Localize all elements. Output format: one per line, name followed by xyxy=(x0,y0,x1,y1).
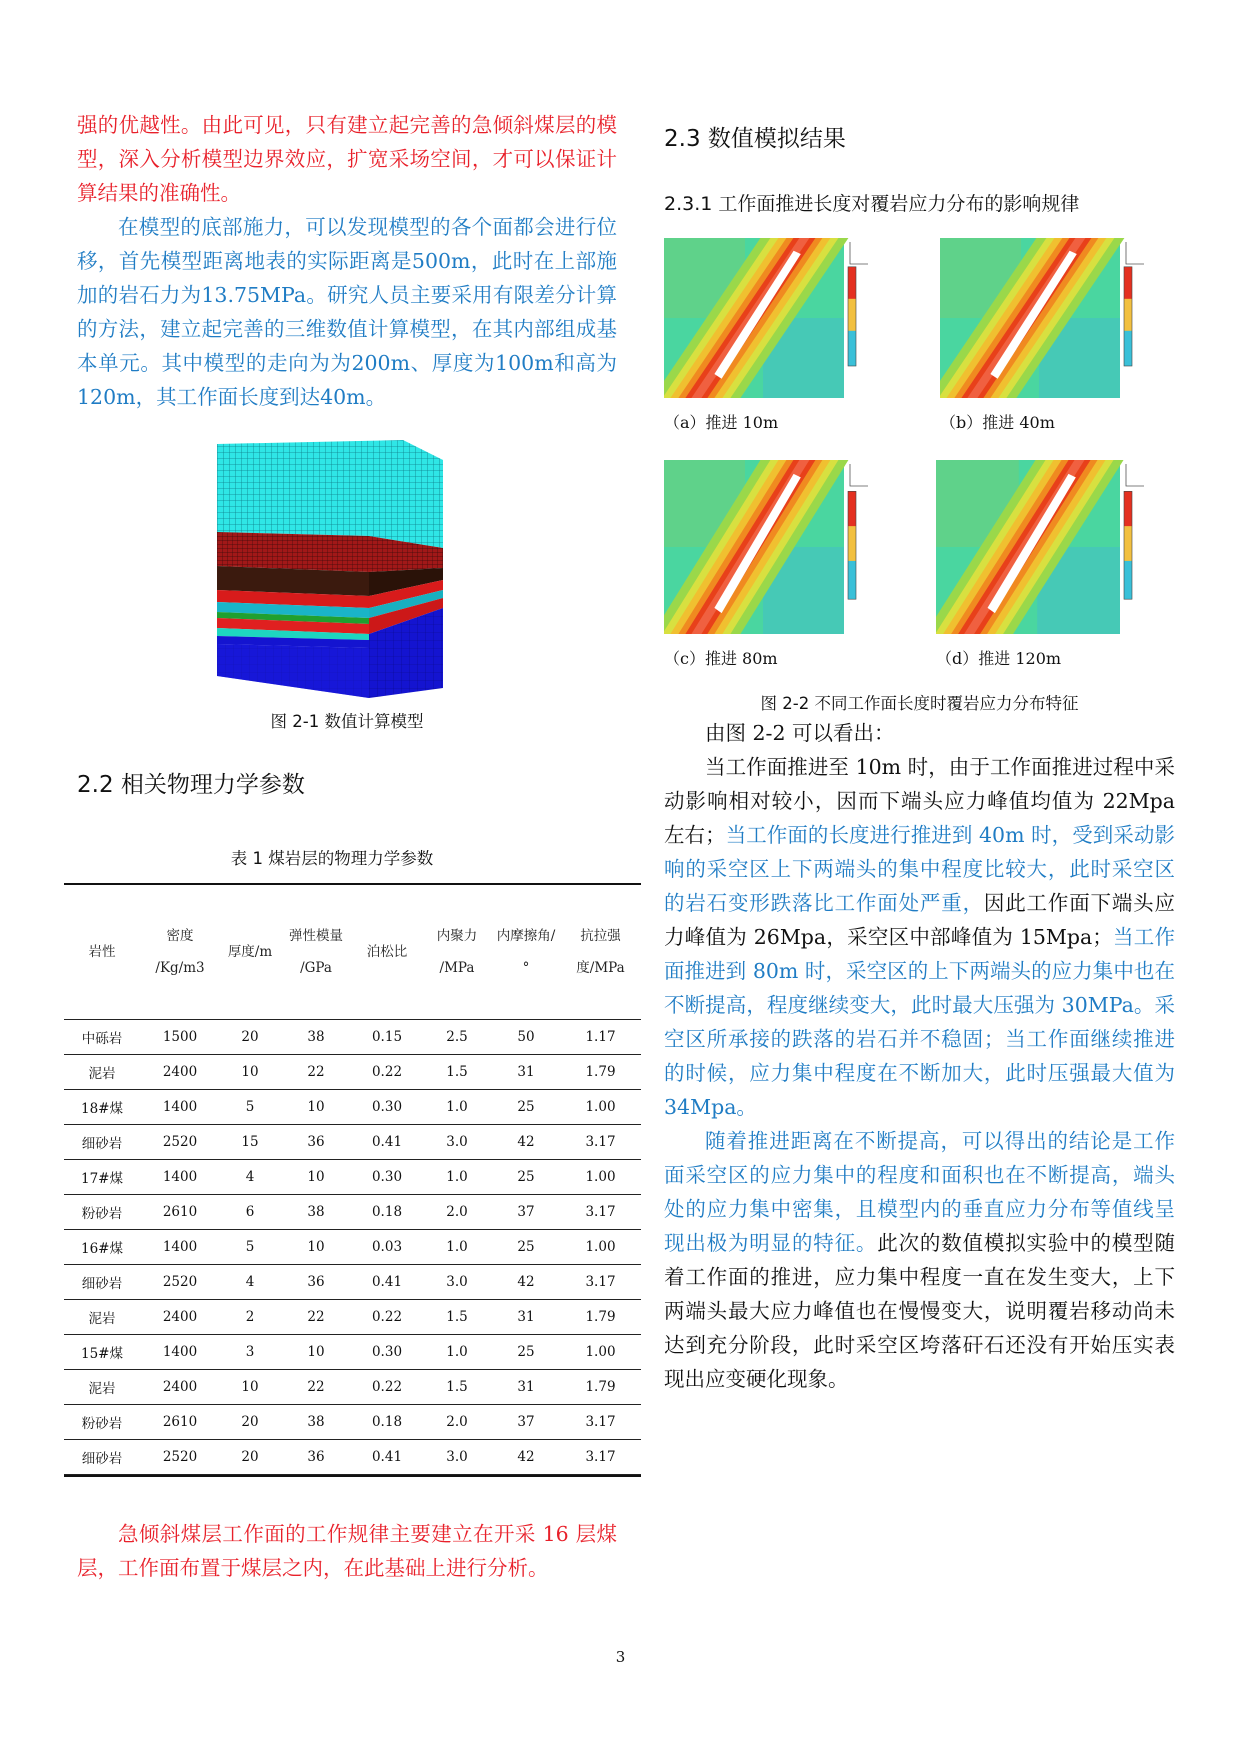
text-span: 和高为 xyxy=(553,351,618,375)
left-column xyxy=(77,108,625,1585)
figure-2-1-caption: 图 2-1 数值计算模型 xyxy=(270,712,424,731)
table-cell: 4 xyxy=(220,1264,280,1299)
header-friction-angle: 内摩擦角/° xyxy=(492,885,560,1019)
text-span: ，此时在上部施加的岩石力为 xyxy=(77,249,618,307)
table-cell: 2520 xyxy=(140,1124,220,1159)
text-span: 随着推进距离在不断提高，可以得出的结论是工作面采空区的应力集中的程度和面积也在不断提高，端头处的应力集中密集，且模型内的垂直应力分布等值线呈现出极为明显的特征。 xyxy=(664,1129,1175,1255)
text-span: 因此工作面下端头应力峰值为 26Mpa，采空区中部峰值为 15Mpa； xyxy=(664,891,1175,949)
text-span: 。研究人员主要采用有限差分计算的方法，建立起完善的三维数值计算模型，在其内部组成基本单元。其中模型的走向为为 xyxy=(77,283,618,375)
table-cell: 1.17 xyxy=(560,1019,641,1054)
table-cell: 细砂岩 xyxy=(64,1264,140,1299)
table-cell: 1.0 xyxy=(422,1334,492,1369)
table-cell: 1.79 xyxy=(560,1054,641,1089)
table-cell: 1.5 xyxy=(422,1054,492,1089)
contour-d-graphic xyxy=(936,460,1146,634)
section-2-3-1-heading: 2.3.1 工作面推进长度对覆岩应力分布的影响规律 xyxy=(664,193,1080,215)
figure-2-2-caption: 图 2-2 不同工作面长度时覆岩应力分布特征 xyxy=(760,694,1079,713)
table-cell: 31 xyxy=(492,1299,560,1334)
table-cell: 0.15 xyxy=(352,1019,422,1054)
section-2-3-heading: 2.3 数值模拟结果 xyxy=(664,126,846,152)
table-cell: 0.03 xyxy=(352,1229,422,1264)
table-row xyxy=(64,1404,641,1439)
subcaption-d: （d）推进 120m xyxy=(936,649,1062,668)
physical-parameters-table xyxy=(64,885,641,1475)
table-row xyxy=(64,1299,641,1334)
table-cell: 0.30 xyxy=(352,1159,422,1194)
right-column xyxy=(664,108,1175,1396)
header-thickness: 厚度/m xyxy=(220,885,280,1019)
table-cell: 细砂岩 xyxy=(64,1124,140,1159)
table-cell: 4 xyxy=(220,1159,280,1194)
table-cell: 0.22 xyxy=(352,1054,422,1089)
table-cell: 31 xyxy=(492,1369,560,1404)
table-cell: 3.17 xyxy=(560,1439,641,1474)
contour-plot-a xyxy=(664,238,870,402)
table-cell: 3.17 xyxy=(560,1194,641,1229)
table-cell: 细砂岩 xyxy=(64,1439,140,1474)
table-cell: 36 xyxy=(280,1439,352,1474)
text-span: 。 xyxy=(365,385,387,409)
table-row xyxy=(64,1334,641,1369)
text-span: 当工作面的长度进行推进到 40m 时，受到采动影响的采空区上下两端头的集中程度比较大，此时采空区的岩石变形跌落比工作面处严重， xyxy=(664,823,1175,915)
table-cell: 0.18 xyxy=(352,1194,422,1229)
table-cell: 1.0 xyxy=(422,1159,492,1194)
table-cell: 2.0 xyxy=(422,1194,492,1229)
table-cell: 25 xyxy=(492,1334,560,1369)
table-cell: 50 xyxy=(492,1019,560,1054)
table-cell: 25 xyxy=(492,1229,560,1264)
table-row xyxy=(64,1054,641,1089)
subcaption-c: （c）推进 80m xyxy=(664,649,778,668)
text-span: 、厚度为 xyxy=(410,351,496,375)
paragraph-stress-evolution xyxy=(664,750,1175,1124)
table-cell: 16#煤 xyxy=(64,1229,140,1264)
table-cell: 38 xyxy=(280,1019,352,1054)
table-cell: 2400 xyxy=(140,1299,220,1334)
table-cell: 2.0 xyxy=(422,1404,492,1439)
table-row xyxy=(64,1229,641,1264)
header-cohesion: 内聚力 /MPa xyxy=(422,885,492,1019)
table-cell: 0.30 xyxy=(352,1334,422,1369)
table-cell: 18#煤 xyxy=(64,1089,140,1124)
table-row xyxy=(64,1264,641,1299)
text-span: 当工作面推进到 80m 时，采空区的上下两端头的应力集中也在不断提高，程度继续变大，此时最大压强为 30MPa。 xyxy=(664,925,1176,1017)
table-cell: 15#煤 xyxy=(64,1334,140,1369)
table-cell: 3.17 xyxy=(560,1124,641,1159)
text-span: 40m xyxy=(320,385,366,409)
table-cell: 0.18 xyxy=(352,1404,422,1439)
contour-a-graphic xyxy=(664,238,870,398)
table-cell: 1.5 xyxy=(422,1369,492,1404)
table-cell: 20 xyxy=(220,1019,280,1054)
text-span: 此次的数值模拟实验中的模型随着工作面的推进，应力集中程度一直在发生变大，上下两端头最大应力峰值也在慢慢变大，说明覆岩移动尚未达到充分阶段，此时采空区垮落矸石还没有开始压实表现出应变硬化现象。 xyxy=(664,1231,1176,1391)
subcaption-b: （b）推进 40m xyxy=(940,413,1055,432)
table-cell: 3.0 xyxy=(422,1124,492,1159)
table-cell: 2 xyxy=(220,1299,280,1334)
table-row xyxy=(64,1089,641,1124)
table-cell: 38 xyxy=(280,1194,352,1229)
table-cell: 3.0 xyxy=(422,1439,492,1474)
text-span: 200m xyxy=(351,351,411,375)
table-cell: 1500 xyxy=(140,1019,220,1054)
table-cell: 中砾岩 xyxy=(64,1019,140,1054)
table-cell: 0.41 xyxy=(352,1124,422,1159)
text-span: 120m xyxy=(77,385,136,409)
table-cell: 1.79 xyxy=(560,1299,641,1334)
table-1-caption: 表 1 煤岩层的物理力学参数 xyxy=(230,849,434,868)
table-cell: 2400 xyxy=(140,1369,220,1404)
table-cell: 42 xyxy=(492,1264,560,1299)
table-cell: 25 xyxy=(492,1089,560,1124)
table-cell: 42 xyxy=(492,1439,560,1474)
header-rock-type: 岩性 xyxy=(64,885,140,1019)
table-cell: 1400 xyxy=(140,1159,220,1194)
table-cell: 1.79 xyxy=(560,1369,641,1404)
table-row xyxy=(64,1019,641,1054)
3d-model-graphic xyxy=(217,440,472,700)
table-cell: 1.00 xyxy=(560,1334,641,1369)
contour-b-graphic xyxy=(940,238,1146,398)
table-cell: 1.5 xyxy=(422,1299,492,1334)
contour-c-graphic xyxy=(664,460,870,634)
text-span: 500m xyxy=(411,249,471,273)
table-cell: 1.00 xyxy=(560,1229,641,1264)
paragraph-model-setup xyxy=(77,210,617,414)
table-cell: 0.22 xyxy=(352,1299,422,1334)
table-body xyxy=(64,1019,641,1474)
table-row xyxy=(64,1439,641,1474)
contour-plot-c xyxy=(664,460,870,638)
table-cell: 37 xyxy=(492,1194,560,1229)
table-cell: 1400 xyxy=(140,1089,220,1124)
table-wrapper xyxy=(64,883,641,1477)
table-header-row xyxy=(64,885,641,1019)
section-2-2-heading: 2.2 相关物理力学参数 xyxy=(77,772,305,798)
figure-3d-model xyxy=(217,440,472,700)
table-cell: 36 xyxy=(280,1124,352,1159)
table-cell: 2400 xyxy=(140,1054,220,1089)
table-cell: 2610 xyxy=(140,1404,220,1439)
table-cell: 3.17 xyxy=(560,1404,641,1439)
table-cell: 0.41 xyxy=(352,1264,422,1299)
text-span: 当工作面推进至 10m 时，由于工作面推进过程中采动影响相对较小，因而下端头应力峰值均值为 22Mpa 左右； xyxy=(664,755,1175,847)
table-cell: 10 xyxy=(280,1334,352,1369)
table-cell: 粉砂岩 xyxy=(64,1404,140,1439)
header-tensile-strength: 抗拉强度/MPa xyxy=(560,885,641,1019)
table-cell: 5 xyxy=(220,1229,280,1264)
table-cell: 1.00 xyxy=(560,1159,641,1194)
table-row xyxy=(64,1159,641,1194)
table-cell: 36 xyxy=(280,1264,352,1299)
table-cell: 2610 xyxy=(140,1194,220,1229)
table-cell: 1400 xyxy=(140,1229,220,1264)
table-cell: 22 xyxy=(280,1369,352,1404)
table-cell: 10 xyxy=(280,1089,352,1124)
text-span: 13.75MPa xyxy=(201,283,307,307)
contour-plot-b xyxy=(940,238,1146,402)
table-cell: 15 xyxy=(220,1124,280,1159)
contour-plot-d xyxy=(936,460,1146,638)
table-cell: 31 xyxy=(492,1054,560,1089)
paragraph-analysis-basis: 急倾斜煤层工作面的工作规律主要建立在开采 16 层煤层，工作面布置于煤层之内，在此基础上进行分析。 xyxy=(77,1521,617,1580)
table-cell: 1400 xyxy=(140,1334,220,1369)
table-cell: 1.00 xyxy=(560,1089,641,1124)
table-cell: 3 xyxy=(220,1334,280,1369)
table-row xyxy=(64,1369,641,1404)
table-row xyxy=(64,1124,641,1159)
header-poisson-ratio: 泊松比 xyxy=(352,885,422,1019)
table-cell: 10 xyxy=(280,1159,352,1194)
table-cell: 10 xyxy=(220,1369,280,1404)
table-cell: 0.22 xyxy=(352,1369,422,1404)
table-cell: 17#煤 xyxy=(64,1159,140,1194)
table-cell: 1.0 xyxy=(422,1229,492,1264)
table-cell: 20 xyxy=(220,1439,280,1474)
table-cell: 泥岩 xyxy=(64,1299,140,1334)
header-elastic-modulus: 弹性模量 /GPa xyxy=(280,885,352,1019)
table-cell: 20 xyxy=(220,1404,280,1439)
subcaption-a: （a）推进 10m xyxy=(664,413,779,432)
table-cell: 2520 xyxy=(140,1439,220,1474)
stress-contour-figure xyxy=(664,238,1175,684)
table-cell: 42 xyxy=(492,1124,560,1159)
paragraph-intro: 由图 2-2 可以看出： xyxy=(705,721,895,745)
table-cell: 泥岩 xyxy=(64,1054,140,1089)
table-cell: 38 xyxy=(280,1404,352,1439)
table-cell: 10 xyxy=(280,1229,352,1264)
paragraph-conclusion xyxy=(664,1124,1175,1396)
text-span: ，其工作面长度到达 xyxy=(135,385,321,409)
table-cell: 6 xyxy=(220,1194,280,1229)
table-cell: 10 xyxy=(220,1054,280,1089)
table-cell: 22 xyxy=(280,1299,352,1334)
table-cell: 1.0 xyxy=(422,1089,492,1124)
table-cell: 泥岩 xyxy=(64,1369,140,1404)
table-cell: 粉砂岩 xyxy=(64,1194,140,1229)
table-cell: 25 xyxy=(492,1159,560,1194)
header-density: 密度 /Kg/m3 xyxy=(140,885,220,1019)
text-span: 在模型的底部施力，可以发现模型的各个面都会进行位移，首先模型距离地表的实际距离是 xyxy=(77,215,617,273)
table-row xyxy=(64,1194,641,1229)
table-cell: 3.17 xyxy=(560,1264,641,1299)
paragraph-conclusion-red: 强的优越性。由此可见，只有建立起完善的急倾斜煤层的模型，深入分析模型边界效应，扩宽采场空间，才可以保证计算结果的准确性。 xyxy=(77,113,617,205)
text-span: 采空区所承接的跌落的岩石并不稳固；当工作面继续推进的时候，应力集中程度在不断加大，此时压强最大值为 34Mpa。 xyxy=(664,993,1175,1119)
text-span: 100m xyxy=(495,351,554,375)
table-cell: 2.5 xyxy=(422,1019,492,1054)
table-cell: 22 xyxy=(280,1054,352,1089)
table-cell: 2520 xyxy=(140,1264,220,1299)
table-cell: 0.30 xyxy=(352,1089,422,1124)
table-cell: 0.41 xyxy=(352,1439,422,1474)
page-number: 3 xyxy=(615,1648,626,1666)
table-cell: 3.0 xyxy=(422,1264,492,1299)
table-cell: 5 xyxy=(220,1089,280,1124)
table-cell: 37 xyxy=(492,1404,560,1439)
